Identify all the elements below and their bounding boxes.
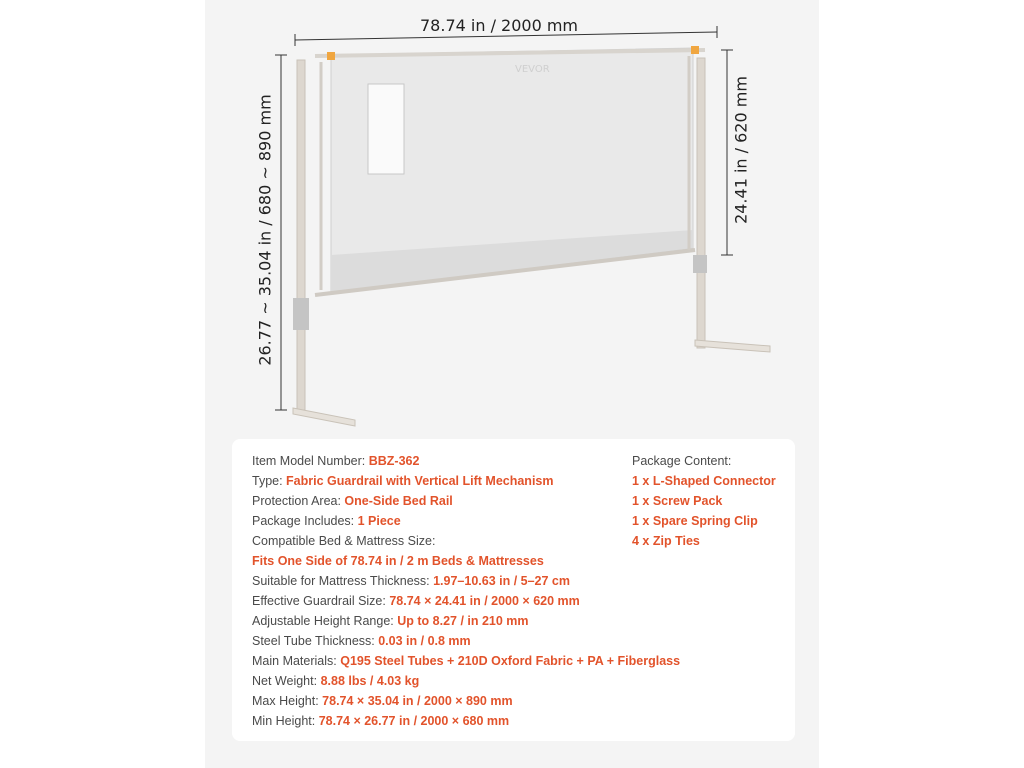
spec-card <box>232 439 795 741</box>
guard-height-dimension: 24.41 in / 620 mm <box>731 76 751 224</box>
spec-row: Fits One Side of 78.74 in / 2 m Beds & Mattresses <box>252 554 544 568</box>
height-range-dimension: 26.77 ~ 35.04 in / 680 ~ 890 mm <box>255 94 275 366</box>
spec-list <box>252 451 680 731</box>
spec-row: Min Height: 78.74 × 26.77 in / 2000 × 680 mm <box>252 714 510 728</box>
package-item: 1 x Screw Pack <box>632 494 723 508</box>
spec-row: Main Materials: Q195 Steel Tubes + 210D Oxford Fabric + PA + Fiberglass <box>252 654 681 668</box>
package-content <box>632 451 776 551</box>
spec-row: Protection Area: One-Side Bed Rail <box>252 494 453 508</box>
width-dimension: 78.74 in / 2000 mm <box>420 16 579 35</box>
spec-row: Package Includes: 1 Piece <box>252 514 401 528</box>
spec-row: Suitable for Mattress Thickness: 1.97–10.63 in / 5–27 cm <box>252 574 571 588</box>
spec-row: Max Height: 78.74 × 35.04 in / 2000 × 890 mm <box>252 694 513 708</box>
spec-row: Type: Fabric Guardrail with Vertical Lift Mechanism <box>252 474 554 488</box>
package-item: 4 x Zip Ties <box>632 534 700 548</box>
package-title: Package Content: <box>632 454 732 468</box>
product-panel <box>205 0 819 768</box>
bed-rail-illustration <box>205 0 819 440</box>
spec-row: Compatible Bed & Mattress Size: <box>252 534 436 548</box>
spec-row: Item Model Number: BBZ-362 <box>252 454 420 468</box>
spec-row: Effective Guardrail Size: 78.74 × 24.41 in / 2000 × 620 mm <box>252 594 580 608</box>
product-image <box>205 0 819 440</box>
spec-row: Steel Tube Thickness: 0.03 in / 0.8 mm <box>252 634 471 648</box>
brand-logo: VEVOR <box>515 64 550 75</box>
spec-row: Adjustable Height Range: Up to 8.27 / in 210 mm <box>252 614 529 628</box>
package-item: 1 x Spare Spring Clip <box>632 514 758 528</box>
spec-row: Net Weight: 8.88 lbs / 4.03 kg <box>252 674 420 688</box>
package-item: 1 x L-Shaped Connector <box>632 474 776 488</box>
